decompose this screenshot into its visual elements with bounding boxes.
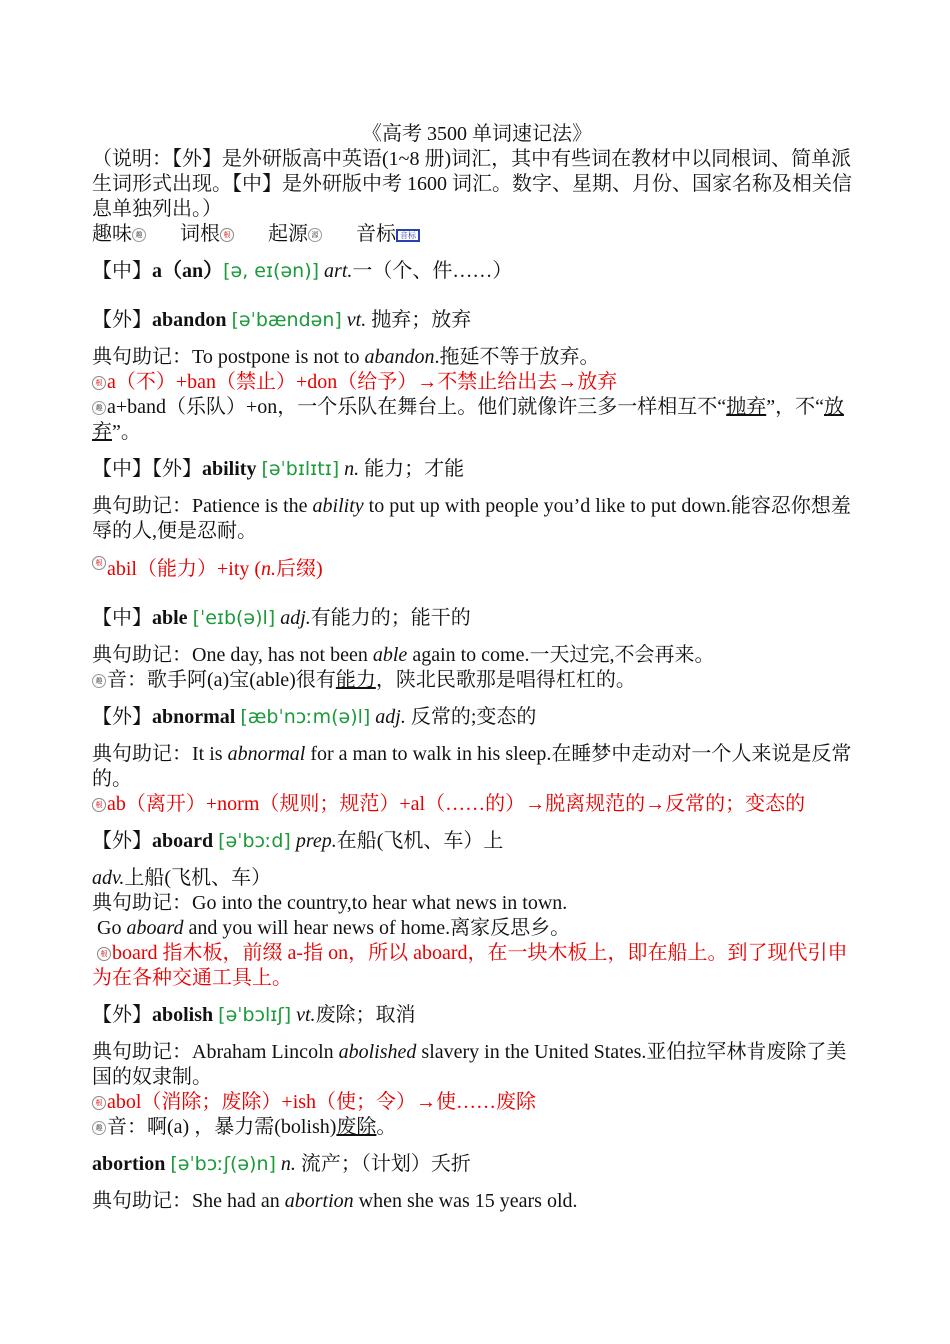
- entry-word: abolish: [152, 1004, 214, 1026]
- entry-tag: 【外】: [92, 1004, 152, 1026]
- root-text: ab（离开）+norm（规则；规范）+al（……的）→脱离规范的→反常的；变态的: [107, 793, 806, 815]
- entry-definition: 反常的;变态的: [405, 706, 537, 728]
- root-text: abol（消除；废除）+ish（使；令）→使……废除: [107, 1091, 537, 1113]
- example-keyword: aboard: [126, 917, 184, 939]
- entry-word: abortion: [92, 1153, 166, 1175]
- entry-word: aboard: [152, 830, 214, 852]
- entry-pos: n.: [280, 1153, 296, 1175]
- fun-underlined: 抛弃: [726, 396, 767, 418]
- root-text: abil（能力）+ity (: [107, 558, 262, 580]
- example-text: slavery in the United States.亚伯拉罕林肯废除了美国的奴隶制。: [92, 1041, 847, 1088]
- root-text: a（不）+ban（禁止）+don（给予）→不禁止给出去→放弃: [107, 371, 618, 393]
- entry-definition: 有能力的；能干的: [310, 607, 471, 629]
- entry-phonetic: [əˈbɔːd]: [218, 830, 291, 852]
- entry-pos: vt.: [296, 1004, 316, 1026]
- fun-badge-icon: 趣: [92, 1121, 106, 1135]
- example-text: 典句助记：To postpone is not to: [92, 346, 365, 368]
- fun-badge-icon: 趣: [92, 674, 106, 688]
- example-text: 典句助记：Patience is the: [92, 495, 313, 517]
- example-keyword: able: [372, 644, 408, 666]
- root-badge-icon: 根: [92, 1096, 106, 1110]
- entry-word: able: [152, 607, 188, 629]
- entry-abandon-root: [92, 370, 862, 395]
- entry-abnormal-headword: [92, 705, 862, 730]
- example-keyword: abortion: [284, 1190, 354, 1212]
- entry-tag: 【中】: [92, 260, 152, 282]
- fun-text: ”，不“: [766, 396, 824, 418]
- entry-definition: 流产；（计划）夭折: [295, 1153, 471, 1175]
- root-badge-icon: 根: [92, 556, 106, 570]
- entry-tag: 【外】: [92, 830, 152, 852]
- entry-able-example: [92, 643, 862, 668]
- entry-abortion-headword: [92, 1152, 862, 1177]
- root-badge-icon: 根: [92, 376, 106, 390]
- document-title: 《高考 3500 单词速记法》: [362, 123, 592, 145]
- entry-a-headword: [92, 259, 862, 284]
- entry-aboard-example-1: 典句助记：Go into the country,to hear what news in town.: [92, 892, 568, 914]
- example-text: again to come.一天过完,不会再来。: [407, 644, 715, 666]
- entry-pos: adv.: [92, 867, 125, 889]
- entry-abolish-root: [92, 1090, 862, 1115]
- entry-definition: 一（个、件……）: [352, 260, 513, 282]
- fun-text: a+band（乐队）+on，一个乐队在舞台上。他们就像许三多一样相互不“: [107, 396, 727, 418]
- entry-phonetic: [əˈbændən]: [231, 309, 342, 331]
- fun-text: ，陕北民歌那是唱得杠杠的。: [375, 669, 636, 691]
- legend-cigen-label: 词根: [180, 223, 220, 245]
- intro-note: （说明：【外】是外研版高中英语(1~8 册)词汇，其中有些词在教材中以同根词、简单派生词形式出现。【中】是外研版中考 1600 词汇。数字、星期、月份、国家名称及相关信息单独列出。）: [92, 148, 852, 220]
- entry-pos: vt.: [346, 309, 367, 331]
- entry-definition: 上船(飞机、车）: [124, 867, 272, 889]
- entry-ability-headword: [92, 457, 862, 482]
- entry-ability-example: [92, 494, 862, 544]
- fun-badge-icon: 趣: [92, 401, 106, 415]
- entry-phonetic: [ə, eɪ(ən)]: [223, 260, 320, 282]
- fun-text: 音：啊(a) ，暴力需(bolish): [107, 1116, 337, 1138]
- entry-pos: adj.: [280, 607, 311, 629]
- legend-qiyuan-label: 起源: [268, 223, 308, 245]
- example-text: .拖延不等于放弃。: [434, 346, 600, 368]
- entry-word: abandon: [152, 309, 227, 331]
- example-text: when she was 15 years old.: [353, 1190, 578, 1212]
- entry-phonetic: [əˈbɔlɪʃ]: [218, 1004, 292, 1026]
- entry-abolish-headword: [92, 1003, 862, 1028]
- phonetic-badge-icon: 音标: [396, 229, 420, 242]
- root-badge-icon: 根: [97, 947, 111, 961]
- entry-phonetic: [æbˈnɔːm(ə)l]: [240, 706, 371, 728]
- legend-quwei: [92, 223, 147, 245]
- example-text: 典句助记：Abraham Lincoln: [92, 1041, 339, 1063]
- entry-aboard-root: [92, 941, 862, 991]
- entry-phonetic: [ˈeɪb(ə)l]: [192, 607, 276, 629]
- example-text: to put up with people you’d like to put down.能容忍你想羞辱的人,便是忍耐。: [92, 495, 851, 542]
- entry-able-fun: [92, 668, 862, 693]
- legend-row: [92, 222, 862, 247]
- root-text: board 指木板，前缀 a-指 on，所以 aboard，在一块木板上，即在船上。到了现代引申为在各种交通工具上。: [92, 942, 848, 989]
- example-keyword: ability: [312, 495, 364, 517]
- legend-quwei-label: 趣味: [92, 223, 132, 245]
- fun-text: 。: [376, 1116, 397, 1138]
- entry-pos: adj.: [375, 706, 406, 728]
- example-keyword: abandon: [364, 346, 435, 368]
- entry-aboard-adv: [92, 866, 862, 891]
- example-text: 典句助记：She had an: [92, 1190, 285, 1212]
- entry-definition: 在船(飞机、车）上: [336, 830, 504, 852]
- entry-tag: 【外】: [92, 706, 152, 728]
- root-badge-icon: 根: [92, 798, 106, 812]
- entry-word: ability: [202, 458, 257, 480]
- entry-definition: 抛弃；放弃: [366, 309, 472, 331]
- entry-word: a（an）: [152, 260, 224, 282]
- entry-phonetic: [əˈbɪlɪtɪ]: [261, 458, 340, 480]
- entry-phonetic: [əˈbɔːʃ(ə)n]: [170, 1153, 276, 1175]
- entry-aboard-example-2: [92, 916, 862, 941]
- entry-abandon-headword: [92, 308, 862, 333]
- document-page: [92, 122, 862, 1214]
- entry-abandon-example: [92, 345, 862, 370]
- example-keyword: abolished: [338, 1041, 417, 1063]
- entry-abolish-example: [92, 1040, 862, 1090]
- entry-pos: n.: [344, 458, 360, 480]
- entry-abnormal-example: [92, 742, 862, 792]
- entry-word: abnormal: [152, 706, 236, 728]
- root-badge-icon: 根: [220, 228, 234, 242]
- entry-tag: 【中】: [92, 607, 152, 629]
- example-text: for a man to walk in his sleep.在睡梦中走动对一个人来说是反常的。: [92, 743, 852, 790]
- fun-underlined: 放弃: [92, 396, 844, 443]
- example-text: 典句助记：One day, has not been: [92, 644, 373, 666]
- entry-abnormal-root: [92, 792, 862, 817]
- fun-text: 音：歌手阿(a)宝(able)很有: [107, 669, 336, 691]
- entry-tag: 【外】: [92, 309, 152, 331]
- entry-abortion-example: [92, 1189, 862, 1214]
- example-text: 典句助记：It is: [92, 743, 228, 765]
- entry-pos: prep.: [295, 830, 337, 852]
- legend-yinbiao-label: 音标: [356, 223, 396, 245]
- fun-underlined: 能力: [335, 669, 376, 691]
- legend-cigen: [180, 223, 235, 245]
- entry-abandon-fun: [92, 395, 862, 445]
- example-text: and you will hear news of home.离家反思乡。: [183, 917, 571, 939]
- fun-text: ”。: [112, 421, 141, 443]
- example-keyword: abnormal: [227, 743, 306, 765]
- entry-tag: 【中】【外】: [92, 458, 202, 480]
- root-pos: n.: [261, 558, 277, 580]
- legend-qiyuan: [268, 223, 323, 245]
- entry-definition: 废除；取消: [315, 1004, 416, 1026]
- entry-aboard-headword: [92, 829, 862, 854]
- legend-yinbiao: [356, 223, 420, 245]
- example-text: Go: [92, 917, 127, 939]
- entry-able-headword: [92, 606, 862, 631]
- entry-pos: art.: [324, 260, 353, 282]
- fun-underlined: 废除: [336, 1116, 377, 1138]
- entry-definition: 能力；才能: [359, 458, 465, 480]
- entry-abolish-fun: [92, 1115, 862, 1140]
- fun-badge-icon: 趣: [132, 228, 146, 242]
- root-text: 后缀): [276, 558, 323, 580]
- origin-badge-icon: 源: [308, 228, 322, 242]
- entry-ability-root: [92, 556, 862, 582]
